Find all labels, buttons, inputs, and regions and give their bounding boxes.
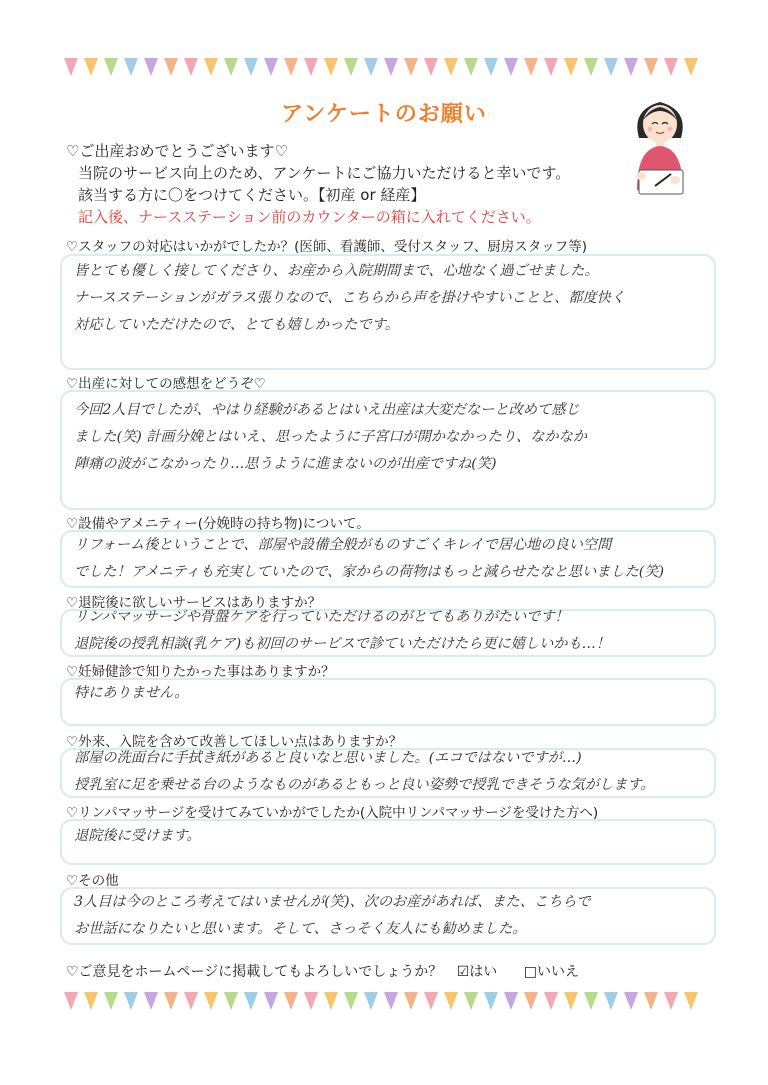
- bunting-flag: [404, 58, 418, 76]
- publish-consent-question: [66, 961, 579, 981]
- bunting-flag: [344, 992, 358, 1010]
- answer-post-discharge: リンパマッサージや骨盤ケアを行っていただけるのがとてもありがたいです！ 退院後の授乳相談(乳ケア)も初回のサービスで診ていただけたら更に嬉しいかも…！: [74, 609, 611, 652]
- bunting-flag: [344, 58, 358, 76]
- intro-line-2: 該当する方に〇をつけてください。【初産 or 経産】: [78, 186, 426, 204]
- bunting-bottom-decoration: [64, 992, 704, 1012]
- bunting-flag: [564, 992, 578, 1010]
- bunting-flag: [504, 992, 518, 1010]
- bunting-flag: [544, 58, 558, 76]
- greeting-text: ♡ご出産おめでとうございます♡: [66, 142, 288, 160]
- bunting-flag: [224, 992, 238, 1010]
- bunting-flag: [584, 58, 598, 76]
- bunting-flag: [104, 992, 118, 1010]
- bunting-flag: [684, 992, 698, 1010]
- bunting-flag: [544, 992, 558, 1010]
- bunting-flag: [244, 992, 258, 1010]
- bunting-flag: [444, 992, 458, 1010]
- bunting-flag: [224, 58, 238, 76]
- bunting-flag: [584, 992, 598, 1010]
- question-improvements: ♡外来、入院を含めて改善してほしい点はありますか？: [66, 734, 403, 750]
- question-post-discharge: ♡退院後に欲しいサービスはありますか？: [66, 595, 322, 611]
- bunting-flag: [144, 992, 158, 1010]
- question-lymph-massage: ♡リンパマッサージを受けてみていかがでしたか(入院中リンパマッサージを受けた方へ): [66, 805, 599, 821]
- yes-option[interactable]: ☑はい: [456, 964, 498, 980]
- bunting-flag: [64, 992, 78, 1010]
- bunting-flag: [364, 992, 378, 1010]
- bunting-flag: [144, 58, 158, 76]
- question-other: ♡その他: [66, 873, 119, 889]
- bunting-flag: [664, 58, 678, 76]
- bunting-flag: [424, 58, 438, 76]
- intro-line-1: 当院のサービス向上のため、アンケートにご協力いただけると幸いです。: [78, 164, 571, 182]
- bunting-flag: [244, 58, 258, 76]
- answer-improvements: 部屋の洗面台に手拭き紙があると良いなと思いました。(エコではないですが…) 授乳室に足を乗せる台のようなものがあるともっと良い姿勢で授乳できそうな気がします。: [74, 750, 655, 793]
- bunting-flag: [164, 58, 178, 76]
- bunting-flag: [644, 992, 658, 1010]
- bunting-flag: [484, 992, 498, 1010]
- answer-staff: 皆とても優しく接してくださり、お産から入院期間まで、心地なく過ごせました。 ナースステーションがガラス張りなので、こちらから声を掛けやすいことと、都度快く 対応していただけたので、とても嬉しかったです。: [74, 263, 626, 333]
- bunting-flag: [324, 58, 338, 76]
- bunting-flag: [164, 992, 178, 1010]
- question-staff: ♡スタッフの対応はいかがでしたか？(医師、看護師、受付スタッフ、厨房スタッフ等): [66, 239, 588, 255]
- bunting-top-decoration: [64, 58, 704, 78]
- answer-other: 3人目は今のところ考えてはいませんが(笑)、次のお産があれば、また、こちらで お世話になりたいと思います。そして、さっそく友人にも勧めました。: [74, 894, 591, 937]
- bunting-flag: [184, 58, 198, 76]
- bunting-flag: [64, 58, 78, 76]
- bunting-flag: [624, 992, 638, 1010]
- bunting-flag: [504, 58, 518, 76]
- no-option[interactable]: □いいえ: [523, 964, 579, 980]
- answer-birth-impression: 今回2人目でしたが、やはり経験があるとはいえ出産は大変だなーと改めて感じ ました(笑) 計画分娩とはいえ、思ったように子宮口が開かなかったり、なかなか 陣痛の波がこなかったり…思うように進まないのが出産ですね(笑): [74, 402, 587, 472]
- bunting-flag: [604, 58, 618, 76]
- bunting-flag: [324, 992, 338, 1010]
- question-checkup: ♡妊婦健診で知りたかった事はありますか？: [66, 664, 335, 680]
- bunting-flag: [84, 992, 98, 1010]
- bunting-flag: [684, 58, 698, 76]
- bunting-flag: [284, 58, 298, 76]
- bunting-flag: [264, 58, 278, 76]
- page-title: アンケートのお願い: [281, 102, 487, 127]
- question-facilities: ♡設備やアメニティー(分娩時の持ち物)について。: [66, 516, 370, 532]
- question-birth-impression: ♡出産に対しての感想をどうぞ♡: [66, 376, 266, 392]
- bunting-flag: [444, 58, 458, 76]
- bunting-flag: [304, 992, 318, 1010]
- bunting-flag: [624, 58, 638, 76]
- intro-block: [66, 140, 570, 228]
- bunting-flag: [524, 58, 538, 76]
- bunting-flag: [364, 58, 378, 76]
- bunting-flag: [124, 58, 138, 76]
- bunting-flag: [524, 992, 538, 1010]
- bunting-flag: [204, 58, 218, 76]
- bunting-flag: [264, 992, 278, 1010]
- bunting-flag: [464, 58, 478, 76]
- publish-consent-text: ♡ご意見をホームページに掲載してもよろしいでしょうか？: [66, 964, 443, 980]
- bunting-flag: [464, 992, 478, 1010]
- bunting-flag: [424, 992, 438, 1010]
- bunting-flag: [404, 992, 418, 1010]
- bunting-flag: [384, 992, 398, 1010]
- bunting-flag: [604, 992, 618, 1010]
- bunting-flag: [304, 58, 318, 76]
- bunting-flag: [644, 58, 658, 76]
- answer-checkup: 特にありません。: [74, 685, 189, 701]
- intro-notice: 記入後、ナースステーション前のカウンターの箱に入れてください。: [78, 208, 541, 226]
- bunting-flag: [564, 58, 578, 76]
- bunting-flag: [104, 58, 118, 76]
- bunting-flag: [204, 992, 218, 1010]
- answer-lymph-massage: 退院後に受けます。: [74, 828, 201, 844]
- bunting-flag: [284, 992, 298, 1010]
- bunting-flag: [184, 992, 198, 1010]
- bunting-flag: [124, 992, 138, 1010]
- bunting-flag: [84, 58, 98, 76]
- bunting-flag: [384, 58, 398, 76]
- answer-facilities: リフォーム後ということで、部屋や設備全般がものすごくキレイで居心地の良い空間 でした！アメニティも充実していたので、家からの荷物はもっと減らせたなと思いました(笑): [74, 537, 665, 580]
- bunting-flag: [664, 992, 678, 1010]
- bunting-flag: [484, 58, 498, 76]
